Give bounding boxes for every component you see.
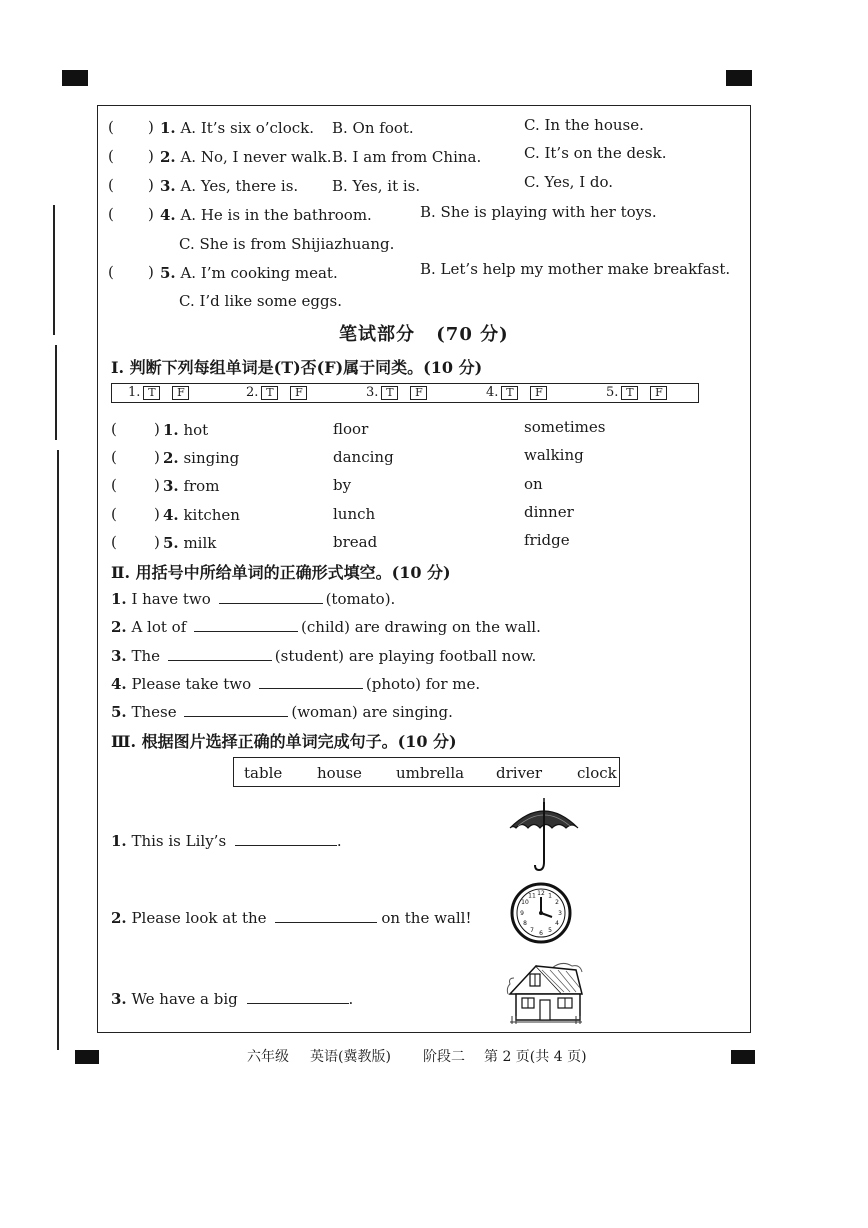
f-box[interactable]: F xyxy=(172,386,189,400)
section1-row-5-w2: bread xyxy=(333,533,378,551)
f-box[interactable]: F xyxy=(530,386,547,400)
section2-row-3: 3. The (student) are playing football now. xyxy=(111,647,537,665)
answer-paren: ) xyxy=(154,533,160,551)
section1-row-2-w3: walking xyxy=(524,446,584,464)
section1-row-2-w2: dancing xyxy=(333,448,394,466)
listening-q2-c: C. It’s on the desk. xyxy=(524,144,667,162)
answer-blank[interactable] xyxy=(235,845,337,846)
section1-row-4-w3: dinner xyxy=(524,503,574,521)
corner-mark-top-right xyxy=(726,70,752,86)
word-bank-item: house xyxy=(317,764,362,782)
clock-icon xyxy=(510,882,572,944)
listening-q3 xyxy=(160,177,298,195)
svg-text:10: 10 xyxy=(521,899,529,906)
written-title-text: 笔试部分 xyxy=(339,324,415,345)
word-bank-item: clock xyxy=(577,764,617,782)
q-number: 3. xyxy=(160,177,176,195)
corner-mark-bottom-left xyxy=(75,1050,99,1064)
house-icon xyxy=(506,958,586,1026)
answer-paren: ( xyxy=(108,205,114,223)
q-number: 2. xyxy=(160,148,176,166)
answer-paren: ( xyxy=(108,263,114,281)
option-a: A. I’m cooking meat. xyxy=(180,264,338,282)
answer-paren: ) xyxy=(148,147,154,165)
answer-paren: ) xyxy=(148,205,154,223)
svg-text:3: 3 xyxy=(558,910,562,917)
svg-text:11: 11 xyxy=(528,892,536,900)
t-box[interactable]: T xyxy=(261,386,278,400)
t-box[interactable]: T xyxy=(381,386,398,400)
t-box[interactable]: T xyxy=(143,386,160,400)
tf-answer-3: 3. T F xyxy=(366,385,427,400)
t-box[interactable]: T xyxy=(501,386,518,400)
answer-paren: ( xyxy=(111,505,117,523)
answer-blank[interactable] xyxy=(184,716,288,717)
option-a: A. It’s six o’clock. xyxy=(180,119,315,137)
listening-q4 xyxy=(160,206,372,224)
section1-row-2: 2. singing xyxy=(163,449,240,467)
corner-mark-bottom-right xyxy=(731,1050,755,1064)
section3-row-3: 3. We have a big . xyxy=(111,990,354,1008)
section3-title: Ⅲ. 根据图片选择正确的单词完成句子。(10 分) xyxy=(111,732,457,751)
listening-q5-b: B. Let’s help my mother make breakfast. xyxy=(420,260,731,278)
section2-title: Ⅱ. 用括号中所给单词的正确形式填空。(10 分) xyxy=(111,563,451,582)
listening-q4-c: C. She is from Shijiazhuang. xyxy=(179,235,395,253)
section2-row-4: 4. Please take two (photo) for me. xyxy=(111,675,481,693)
footer-subject: 英语(冀教版) xyxy=(310,1049,391,1065)
listening-q1-c: C. In the house. xyxy=(524,116,644,134)
answer-paren: ( xyxy=(108,147,114,165)
binding-line-3 xyxy=(57,450,59,1050)
svg-text:2: 2 xyxy=(555,899,559,906)
svg-text:1: 1 xyxy=(548,892,552,900)
word-bank-item: table xyxy=(244,764,283,782)
section1-row-3: 3. from xyxy=(163,477,220,495)
listening-q5 xyxy=(160,264,338,282)
written-score: (70 分) xyxy=(436,324,509,345)
listening-q2-b: B. I am from China. xyxy=(332,148,482,166)
listening-q5-c: C. I’d like some eggs. xyxy=(179,292,343,310)
section1-row-3-w2: by xyxy=(333,476,352,494)
answer-blank[interactable] xyxy=(275,922,377,923)
answer-paren: ( xyxy=(111,476,117,494)
section1-row-5: 5. milk xyxy=(163,534,217,552)
section2-row-5: 5. These (woman) are singing. xyxy=(111,703,453,721)
answer-paren: ) xyxy=(148,118,154,136)
answer-paren: ) xyxy=(148,263,154,281)
answer-blank[interactable] xyxy=(219,603,323,604)
answer-paren: ) xyxy=(154,448,160,466)
corner-mark-top-left xyxy=(62,70,88,86)
listening-q1-b: B. On foot. xyxy=(332,119,414,137)
footer-grade: 六年级 xyxy=(247,1049,289,1065)
word-bank xyxy=(233,757,620,787)
answer-paren: ( xyxy=(111,448,117,466)
listening-q3-b: B. Yes, it is. xyxy=(332,177,421,195)
option-a: A. He is in the bathroom. xyxy=(180,206,372,224)
answer-paren: ) xyxy=(154,505,160,523)
f-box[interactable]: F xyxy=(650,386,667,400)
umbrella-icon xyxy=(506,798,582,874)
listening-q3-c: C. Yes, I do. xyxy=(524,173,614,191)
section1-row-4: 4. kitchen xyxy=(163,506,240,524)
section1-row-5-w3: fridge xyxy=(524,531,570,549)
svg-text:12: 12 xyxy=(537,890,545,897)
section1-row-1: 1. hot xyxy=(163,421,209,439)
q-number: 4. xyxy=(160,206,176,224)
svg-text:9: 9 xyxy=(520,910,524,917)
tf-answer-1: 1. T F xyxy=(128,385,189,400)
written-part-title xyxy=(339,320,509,346)
listening-q4-b: B. She is playing with her toys. xyxy=(420,203,657,221)
tf-answer-4: 4. T F xyxy=(486,385,547,400)
answer-paren: ) xyxy=(148,176,154,194)
answer-blank[interactable] xyxy=(259,688,363,689)
word-bank-item: driver xyxy=(496,764,543,782)
section1-row-4-w2: lunch xyxy=(333,505,376,523)
section1-title: Ⅰ. 判断下列每组单词是(T)否(F)属于同类。(10 分) xyxy=(111,358,483,377)
section3-row-1: 1. This is Lily’s . xyxy=(111,832,342,850)
tf-answer-bar xyxy=(111,383,699,403)
answer-blank[interactable] xyxy=(168,660,272,661)
f-box[interactable]: F xyxy=(290,386,307,400)
section2-row-2: 2. A lot of (child) are drawing on the wall. xyxy=(111,618,541,636)
section1-row-1-w2: floor xyxy=(333,420,369,438)
svg-text:6: 6 xyxy=(539,930,543,937)
option-a: A. Yes, there is. xyxy=(180,177,299,195)
svg-text:4: 4 xyxy=(555,920,559,927)
section2-row-1: 1. I have two (tomato). xyxy=(111,590,396,608)
t-box[interactable]: T xyxy=(621,386,638,400)
q-number: 5. xyxy=(160,264,176,282)
svg-text:5: 5 xyxy=(548,927,552,934)
section3-row-2: 2. Please look at the on the wall! xyxy=(111,909,472,927)
answer-paren: ) xyxy=(154,476,160,494)
q-number: 1. xyxy=(160,119,176,137)
f-box[interactable]: F xyxy=(410,386,427,400)
word-bank-item: umbrella xyxy=(396,764,465,782)
answer-paren: ( xyxy=(108,176,114,194)
listening-q2 xyxy=(160,148,331,166)
binding-line-2 xyxy=(55,345,57,440)
answer-blank[interactable] xyxy=(247,1003,349,1004)
section1-row-3-w3: on xyxy=(524,475,543,493)
answer-paren: ( xyxy=(111,533,117,551)
binding-line-1 xyxy=(53,205,55,335)
answer-paren: ) xyxy=(154,420,160,438)
svg-text:8: 8 xyxy=(523,920,527,927)
svg-text:7: 7 xyxy=(530,927,534,934)
answer-paren: ( xyxy=(108,118,114,136)
listening-q1 xyxy=(160,119,314,137)
answer-paren: ( xyxy=(111,420,117,438)
tf-answer-2: 2. T F xyxy=(246,385,307,400)
option-a: A. No, I never walk. xyxy=(180,148,332,166)
section1-row-1-w3: sometimes xyxy=(524,418,606,436)
answer-blank[interactable] xyxy=(194,631,298,632)
tf-answer-5: 5. T F xyxy=(606,385,667,400)
footer-stage: 阶段二 xyxy=(423,1049,465,1065)
footer-page: 第 2 页(共 4 页) xyxy=(484,1049,587,1065)
